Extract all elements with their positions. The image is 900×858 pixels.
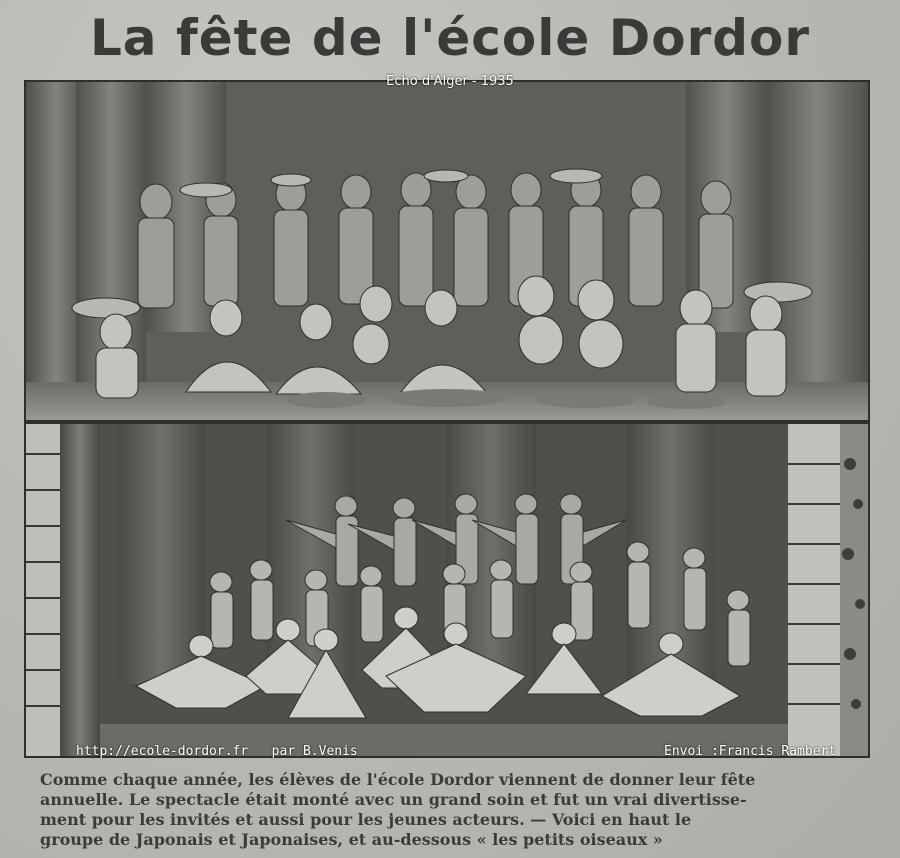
photo-japanese-group-image [26, 82, 868, 420]
source-caption: Echo d'Alger - 1935 [386, 74, 514, 89]
photo-petits-oiseaux-image [26, 424, 868, 756]
photo-japanese-group [24, 80, 870, 422]
sender-credit: Envoi :Francis Rambert [664, 744, 837, 759]
article-body [40, 770, 856, 850]
site-credit: http://ecole-dordor.fr par B.Venis [76, 744, 358, 759]
article-body-line: annuelle. Le spectacle était monté avec un grand soin et fut un vrai divertisse- [40, 790, 747, 809]
article-body-line: ment pour les invités et aussi pour les jeunes acteurs. — Voici en haut le [40, 810, 692, 829]
headline: La fête de l'école Dordor [89, 9, 811, 67]
article-body-line: groupe de Japonais et Japonaises, et au-dessous « les petits oiseaux » [40, 830, 663, 849]
photo-petits-oiseaux [24, 422, 870, 758]
article-body-line: Comme chaque année, les élèves de l'école Dordor viennent de donner leur fête [40, 770, 756, 789]
